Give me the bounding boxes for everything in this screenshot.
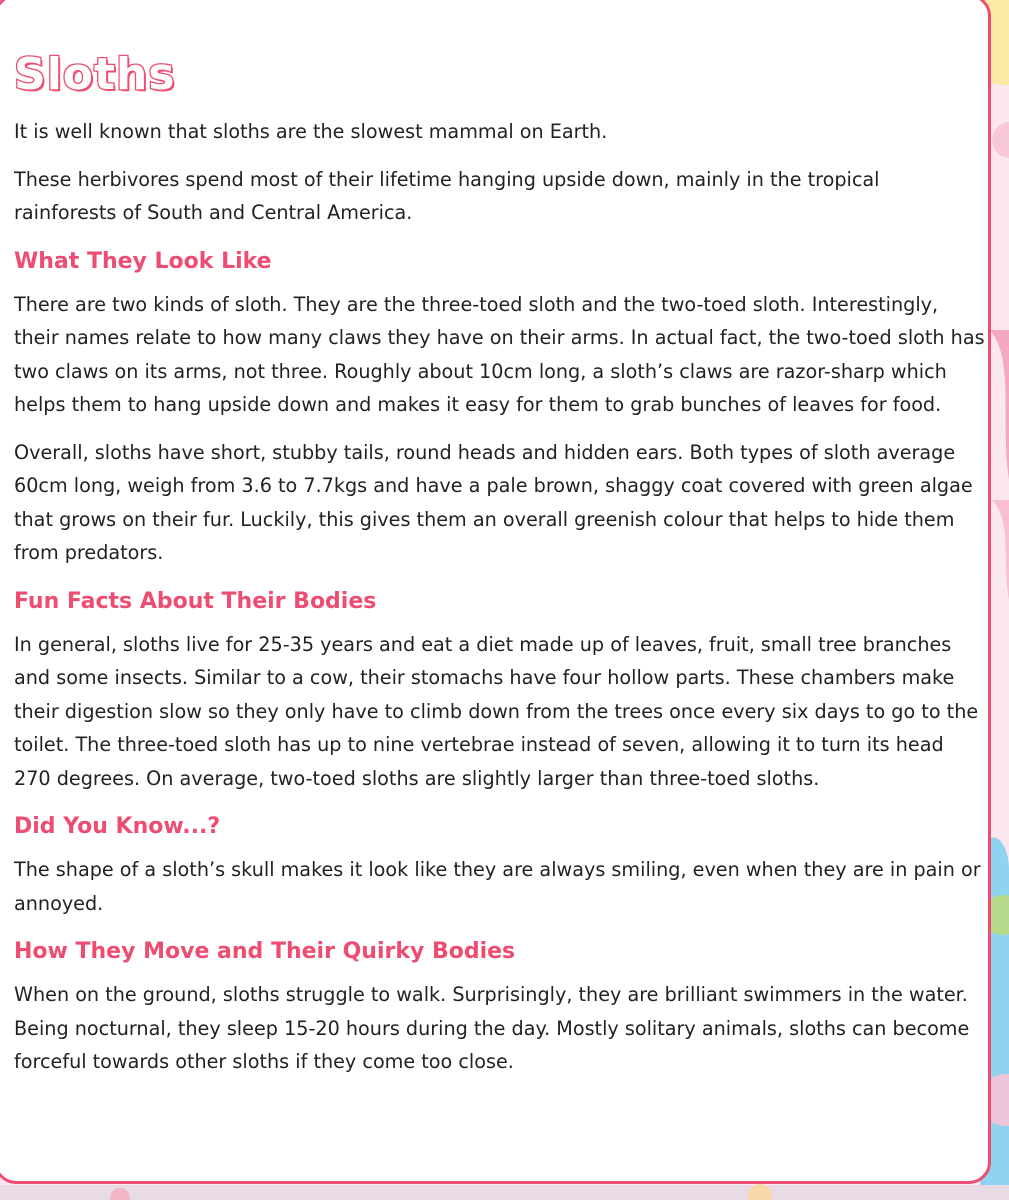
section-heading-fun-facts: Fun Facts About Their Bodies (14, 588, 377, 614)
intro-paragraph-1: It is well known that sloths are the slowest mammal on Earth. (14, 120, 608, 143)
article-content (14, 49, 986, 1093)
page-title: Sloths (14, 49, 176, 100)
movement-paragraph: When on the ground, sloths struggle to walk. Surprisingly, they are brilliant swimmers in the water. Being nocturnal, they sleep 15-20 hours during the day. Mostly solitary animals, sloths can become forceful towards other sloths if they come too close. (14, 983, 970, 1073)
intro-paragraph-2: These herbivores spend most of their lifetime hanging upside down, mainly in the tropical rainforests of South and Central America. (14, 167, 880, 224)
section-heading-appearance: What They Look Like (14, 248, 272, 274)
section-heading-did-you-know: Did You Know...? (14, 814, 221, 839)
fun-facts-paragraph: In general, sloths live for 25-35 years and eat a diet made up of leaves, fruit, small tree branches and some insects. Similar to a cow, their stomachs have four hollow parts. These chambers make their digestion slow so they only have to climb down from the trees once every six days to go to the toilet. The three-toed sloth has up to nine vertebrae instead of seven, allowing it to turn its head 270 degrees. On average, two-toed sloths are slightly larger than three-toed sloths. (14, 632, 979, 790)
appearance-paragraph-2: Overall, sloths have short, stubby tails, round heads and hidden ears. Both types of sloth average 60cm long, weigh from 3.6 to 7.7kgs and have a pale brown, shaggy coat covered with green algae that grows on their fur. Luckily, this gives them an overall greenish colour that helps to hide them from predators. (14, 440, 973, 564)
did-you-know-paragraph: The shape of a sloth’s skull makes it look like they are always smiling, even when they are in pain or annoyed. (14, 858, 981, 915)
appearance-paragraph-1: There are two kinds of sloth. They are the three-toed sloth and the two-toed sloth. Interestingly, their names relate to how many claws they have on their arms. In actual fact, the two-toed sloth has two claws on its arms, not three. Roughly about 10cm long, a sloth’s claws are razor-sharp which helps them to hang upside down and makes it easy for them to grab bunches of leaves for food. (14, 292, 985, 416)
section-heading-movement: How They Move and Their Quirky Bodies (14, 939, 516, 964)
